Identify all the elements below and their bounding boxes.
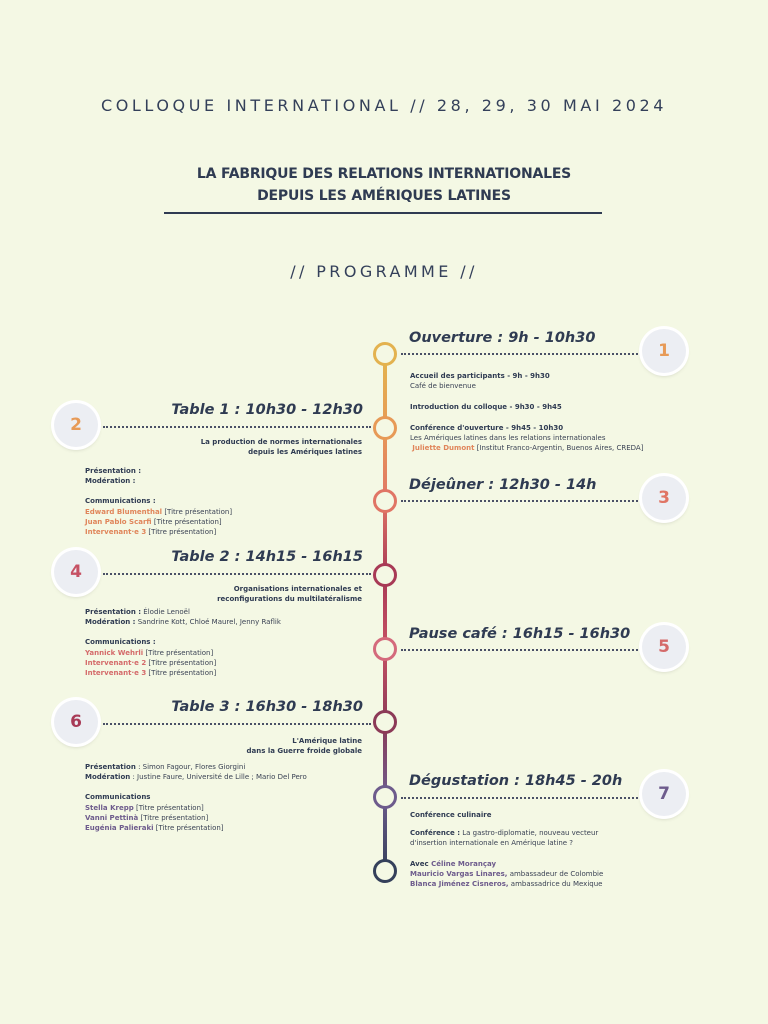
section-3-badge: 3 xyxy=(642,476,686,520)
welcome-line: Accueil des participants - 9h - 9h30 xyxy=(410,372,550,380)
section-7-connector xyxy=(401,797,638,799)
guest-name: Mauricio Vargas Linares, xyxy=(410,869,508,878)
timeline-node-5 xyxy=(373,637,397,661)
section-4-theme-line-2: reconfigurations du multilatéralisme xyxy=(217,595,362,604)
timeline-node-3 xyxy=(373,489,397,513)
section-4-connector xyxy=(103,573,371,575)
talk-title: [Titre présentation] xyxy=(146,669,217,678)
conference-topic-line-2: d'insertion internationale en Amérique latine ? xyxy=(410,839,574,848)
section-2-heading: Table 1 : 10h30 - 12h30 xyxy=(171,402,363,418)
conference-topic-line-1: La gastro-diplomatie, nouveau vecteur xyxy=(460,829,599,838)
opening-conference-line: Conférence d'ouverture - 9h45 - 10h30 xyxy=(410,423,564,432)
section-1-connector xyxy=(401,353,638,355)
intro-line: Introduction du colloque - 9h30 - 9h45 xyxy=(410,403,562,412)
title-line-1: LA FABRIQUE DES RELATIONS INTERNATIONALES xyxy=(196,166,572,182)
speaker-name: Edward Blumenthal xyxy=(85,507,163,516)
section-5-connector xyxy=(401,649,638,651)
timeline-node-8 xyxy=(373,859,397,883)
chef-name: Céline Morançay xyxy=(428,859,497,868)
speaker-name: Intervenant·e 2 xyxy=(85,658,147,667)
section-5-badge: 5 xyxy=(642,625,686,669)
guest-role: ambassadeur de Colombie xyxy=(507,869,604,878)
event-header: COLLOQUE INTERNATIONAL // 28, 29, 30 MAI 2024 xyxy=(100,96,668,115)
opening-speaker-affiliation: [Institut Franco-Argentin, Buenos Aires, CREDA] xyxy=(474,444,644,453)
section-6-connector xyxy=(103,723,371,725)
speaker-name: Vanni Pettinà xyxy=(85,813,139,822)
avec-label: Avec xyxy=(410,859,429,868)
section-4-details xyxy=(85,607,281,678)
section-6-theme-line-2: dans la Guerre froide globale xyxy=(246,747,362,756)
speaker-name: Stella Krepp xyxy=(85,803,134,812)
talk-title: [Titre présentation] xyxy=(133,803,204,812)
section-6-details xyxy=(85,762,307,833)
section-2-theme xyxy=(150,437,362,457)
communications-label: Communications : xyxy=(85,638,156,647)
presentation-label: Présentation : xyxy=(85,608,142,616)
timeline-node-6 xyxy=(373,710,397,734)
programme-label: // PROGRAMME // xyxy=(290,262,478,281)
opening-conference-topic: Les Amériques latines dans les relations internationales xyxy=(410,433,606,442)
timeline-node-2 xyxy=(373,416,397,440)
section-4-badge: 4 xyxy=(54,550,98,594)
talk-title: [Titre présentation] xyxy=(162,507,233,516)
moderation-value: Sandrine Kott, Chloé Maurel, Jenny Raflik xyxy=(135,618,281,627)
section-4-theme-line-1: Organisations internationales et xyxy=(233,585,362,593)
section-6-badge: 6 xyxy=(54,700,98,744)
talk-title: [Titre présentation] xyxy=(151,517,222,526)
section-6-theme xyxy=(150,736,362,756)
section-1-heading: Ouverture : 9h - 10h30 xyxy=(409,330,596,346)
section-3-connector xyxy=(401,500,638,502)
guest-role: ambassadrice du Mexique xyxy=(508,880,603,889)
timeline-node-4 xyxy=(373,563,397,587)
timeline-node-1 xyxy=(373,342,397,366)
section-5-heading: Pause café : 16h15 - 16h30 xyxy=(409,626,631,642)
culinary-conference-title: Conférence culinaire xyxy=(410,811,492,819)
presentation-value: : Simon Fagour, Flores Giorgini xyxy=(135,763,246,771)
communications-label: Communications xyxy=(85,793,151,802)
conference-label: Conférence : xyxy=(410,829,461,838)
presentation-value: Élodie Lenoël xyxy=(141,608,190,616)
section-6-theme-line-1: L'Amérique latine xyxy=(292,737,362,745)
speaker-name: Intervenant·e 3 xyxy=(85,669,147,678)
section-4-theme xyxy=(150,584,362,604)
section-3-heading: Déjeûner : 12h30 - 14h xyxy=(409,477,597,493)
section-2-theme-line-1: La production de normes internationales xyxy=(200,438,362,446)
section-1-badge: 1 xyxy=(642,329,686,373)
talk-title: [Titre présentation] xyxy=(138,813,209,822)
section-1-details xyxy=(410,371,643,453)
talk-title: [Titre présentation] xyxy=(153,824,224,833)
title-line-2: DEPUIS LES AMÉRIQUES LATINES xyxy=(257,188,511,204)
moderation-value: : Justine Faure, Université de Lille ; Mario Del Pero xyxy=(130,773,307,782)
presentation-label: Présentation : xyxy=(85,467,142,475)
coffee-line: Café de bienvenue xyxy=(410,382,476,391)
moderation-label: Modération xyxy=(85,773,131,782)
opening-speaker: Juliette Dumont xyxy=(412,444,475,453)
speaker-name: Intervenant·e 3 xyxy=(85,528,147,537)
talk-title: [Titre présentation] xyxy=(146,658,217,667)
section-6-heading: Table 3 : 16h30 - 18h30 xyxy=(171,699,363,715)
moderation-label: Modération : xyxy=(85,618,136,627)
section-2-details xyxy=(85,466,232,537)
talk-title: [Titre présentation] xyxy=(146,528,217,537)
speaker-name: Eugénia Palieraki xyxy=(85,824,154,833)
section-7-heading: Dégustation : 18h45 - 20h xyxy=(409,773,623,789)
moderation-label: Modération : xyxy=(85,477,136,486)
section-4-heading: Table 2 : 14h15 - 16h15 xyxy=(171,549,363,565)
title-underline xyxy=(164,212,602,214)
section-2-badge: 2 xyxy=(54,403,98,447)
presentation-label: Présentation xyxy=(85,763,136,771)
section-2-connector xyxy=(103,426,371,428)
guest-name: Blanca Jiménez Cisneros, xyxy=(410,880,509,889)
speaker-name: Juan Pablo Scarfi xyxy=(85,517,152,526)
section-2-theme-line-2: depuis les Amériques latines xyxy=(248,448,362,457)
section-7-badge: 7 xyxy=(642,772,686,816)
timeline-node-7 xyxy=(373,785,397,809)
communications-label: Communications : xyxy=(85,497,156,506)
speaker-name: Yannick Wehrli xyxy=(85,648,144,657)
event-title xyxy=(0,163,768,207)
section-7-details xyxy=(410,810,603,889)
talk-title: [Titre présentation] xyxy=(143,648,214,657)
